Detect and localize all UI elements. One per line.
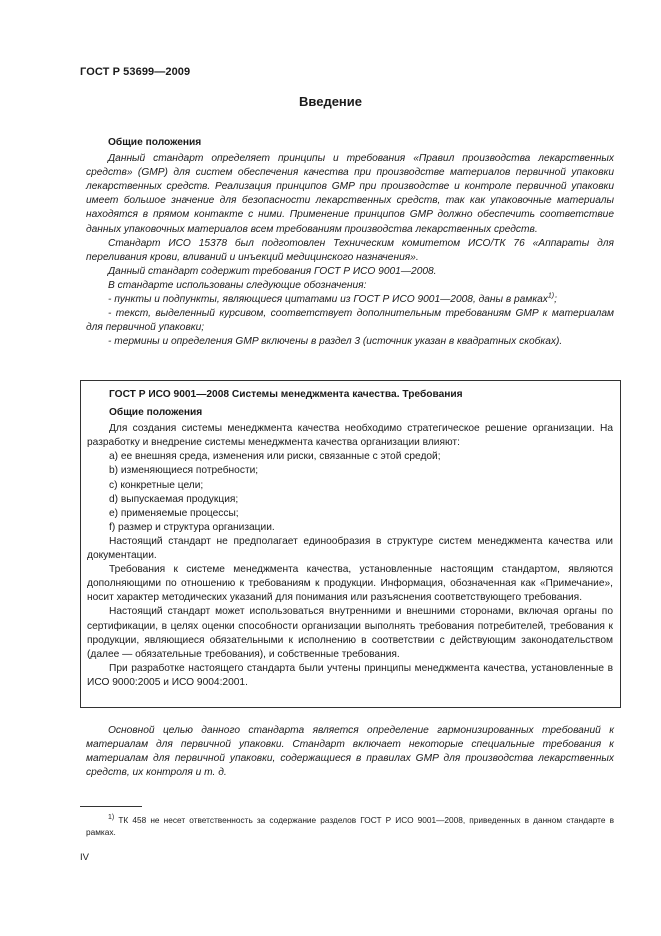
frame-paragraph: Для создания системы менеджмента качества необходимо стратегическое решение организации. На разработку и внедрение системы менеджмента качества организации влияют: — [87, 423, 613, 449]
frame-paragraph: Настоящий стандарт может использоваться внутренними и внешними сторонами, включая органы по сертификации, в целях оценки способности организации выполнять требования потребителей, требования к продукции, являющиеся обязательными к исполнению в соответствии с действующим законодательством (далее — обязательные требования), и собственные требования. — [87, 606, 613, 660]
notation-item — [86, 293, 614, 307]
section-title: Введение — [299, 94, 362, 109]
frame-paragraph: Настоящий стандарт не предполагает единообразия в структуре систем менеджмента качества или документации. — [87, 535, 613, 562]
intro-subheading: Общие положения — [108, 137, 202, 148]
intro-paragraph: Стандарт ИСО 15378 был подготовлен Техническим комитетом ИСО/ТК 76 «Аппараты для переливания крови, вливаний и инъекций медицинского назначения». — [86, 237, 614, 263]
frame-subheading: Общие положения — [109, 407, 203, 419]
footnote-marker: 1) — [108, 814, 115, 822]
frame-list-item: c) конкретные цели; — [109, 479, 204, 491]
page-number: IV — [80, 852, 89, 863]
frame-paragraph: Требования к системе менеджмента качества, установленные настоящим стандартом, являются дополняющими по отношению к требованиям к продукции. Информация, обозначенная как «Примечание», носит характер методических указаний для понимания или разъяснения соответствующего требования. — [87, 564, 613, 604]
frame-list-item: b) изменяющиеся потребности; — [109, 465, 259, 477]
frame-list-item: d) выпускаемая продукция; — [109, 493, 239, 505]
intro-section — [86, 136, 614, 349]
document-id-header: ГОСТ Р 53699—2009 — [80, 66, 191, 78]
footnote-text: ТК 458 не несет ответственность за содержание разделов ГОСТ Р ИСО 9001—2008, приведенных в данном стандарте в рамках. — [86, 815, 614, 837]
notation-tail: ; — [554, 294, 557, 306]
frame-list-item: a) ее внешняя среда, изменения или риски, связанные с этой средой; — [109, 451, 441, 463]
footnote-ref: 1) — [547, 292, 555, 300]
intro-paragraph: Данный стандарт содержит требования ГОСТ Р ИСО 9001—2008. — [108, 265, 437, 277]
notation-item: - термины и определения GMP включены в раздел 3 (источник указан в квадратных скобках). — [108, 336, 563, 348]
frame-list-item: e) применяемые процессы; — [109, 507, 239, 519]
outro-paragraph: Основной целью данного стандарта является определение гармонизированных требований к материалам для первичной упаковки. Стандарт включает некоторые специальные требования к материалам для первичной упаковки, содержащиеся в правилах GMP для производства лекарственных средств, их контроля и т. д. — [86, 725, 614, 779]
intro-paragraph: Данный стандарт определяет принципы и требования «Правил производства лекарственных средств» (GMP) для систем обеспечения качества при производстве материалов первичной упаковки лекарственных средств. Реализация принципов GMP при производстве и контроле первичной упаковки имеет большое значение для безопасности лекарственных средств, так как упаковочные материалы находятся в прямом контакте с ними. Применение принципов GMP должно обеспечить соответствие данных упаковочных материалов всем требованиям производства лекарственных средств. — [86, 153, 614, 235]
quoted-standard-frame — [80, 380, 621, 708]
notation-text: - пункты и подпункты, являющиеся цитатами из ГОСТ Р ИСО 9001—2008, даны в рамках — [108, 294, 548, 306]
frame-title: ГОСТ Р ИСО 9001—2008 Системы менеджмента качества. Требования — [109, 389, 463, 400]
outro-section — [86, 724, 614, 780]
footnote-divider — [80, 806, 142, 807]
notation-item: - текст, выделенный курсивом, соответствует дополнительным требованиям GMP к материалам для первичной упаковки; — [86, 308, 614, 334]
frame-list-item: f) размер и структура организации. — [109, 521, 275, 533]
footnote — [86, 814, 614, 838]
intro-paragraph: В стандарте использованы следующие обозначения: — [108, 279, 367, 291]
frame-paragraph: При разработке настоящего стандарта были учтены принципы менеджмента качества, установленные в ИСО 9000:2005 и ИСО 9004:2001. — [87, 662, 613, 688]
